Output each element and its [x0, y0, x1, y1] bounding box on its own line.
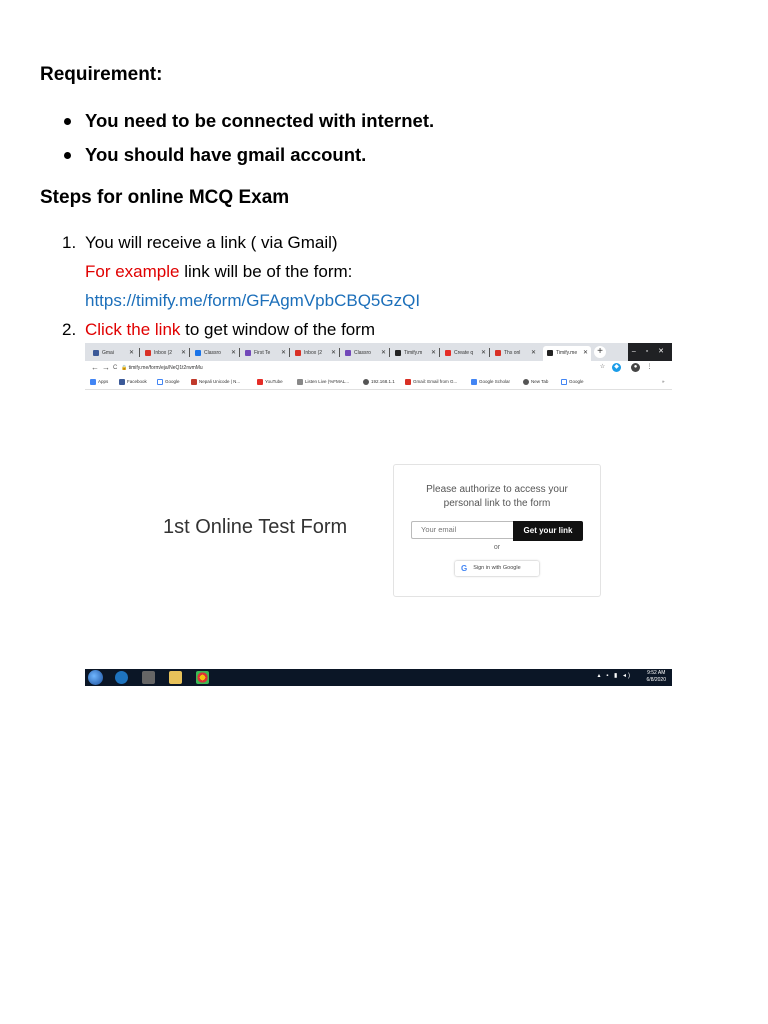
bookmark-label: Nepali Unicode | N... [199, 379, 241, 384]
bookmarks-more[interactable]: » [662, 379, 665, 384]
tab-label: Inbox (2 [154, 350, 173, 356]
file-explorer-icon[interactable] [169, 671, 182, 684]
clock-time: 9:52 AM [647, 670, 666, 676]
step-1 [62, 229, 338, 257]
clock-date: 6/8/2020 [646, 677, 666, 683]
ie-icon[interactable] [115, 671, 128, 684]
or-separator: or [493, 544, 501, 551]
star-icon[interactable]: ☆ [599, 364, 606, 370]
bookmark-label: Facebook [127, 379, 147, 384]
bookmarks-bar [85, 375, 672, 390]
browser-screenshot [85, 343, 672, 686]
globe-icon [523, 379, 529, 385]
browser-tab[interactable] [241, 346, 289, 361]
browser-tab[interactable] [291, 346, 339, 361]
google-sign-in-button[interactable] [455, 561, 539, 576]
url-field[interactable] [121, 363, 591, 373]
bookmark-label: Google [165, 379, 180, 384]
requirement-heading: Requirement: [40, 64, 163, 85]
scholar-icon [471, 379, 477, 385]
tab-label: First Te [254, 350, 271, 356]
close-icon[interactable]: ✕ [530, 350, 536, 356]
get-link-button[interactable]: Get your link [513, 521, 583, 541]
bookmark-apps[interactable] [90, 378, 108, 386]
tab-divider [439, 348, 440, 357]
bookmark-listen-live[interactable] [297, 378, 349, 386]
tab-label: Timify.me [556, 350, 578, 356]
tab-label: Inbox (2 [304, 350, 323, 356]
youtube-icon [257, 379, 263, 385]
tab-label: Timify.m [404, 350, 423, 356]
reload-icon[interactable]: C [113, 365, 118, 371]
bookmark-label: Google Scholar [479, 379, 511, 384]
bookmark-label: 192.168.1.1 [371, 379, 395, 384]
close-icon[interactable]: ✕ [330, 350, 336, 356]
taskbar [85, 669, 672, 686]
tab-label: Create q [454, 350, 474, 356]
browser-tab[interactable] [441, 346, 489, 361]
browser-tab[interactable] [89, 346, 137, 361]
steps-heading: Steps for online MCQ Exam [40, 187, 290, 208]
close-icon[interactable]: ✕ [230, 350, 236, 356]
tab-divider [239, 348, 240, 357]
nepali-icon [191, 379, 197, 385]
timify-icon [547, 350, 553, 356]
prompt-line-1: Please authorize to access your [426, 484, 568, 495]
tab-label: Classro [354, 350, 371, 356]
clock[interactable] [647, 670, 666, 684]
close-icon[interactable]: ✕ [280, 350, 286, 356]
address-bar-row [85, 361, 672, 375]
new-tab-button[interactable]: + [594, 346, 606, 358]
profile-icon[interactable]: ● [631, 363, 640, 372]
tab-divider [139, 348, 140, 357]
tab-label: Gmai [102, 350, 114, 356]
bookmark-new-tab[interactable] [523, 378, 548, 386]
tab-divider [189, 348, 190, 357]
form-title: 1st Online Test Form [163, 516, 348, 538]
forms-icon [245, 350, 251, 356]
start-button[interactable] [88, 670, 103, 685]
apps-icon [90, 379, 96, 385]
browser-tab[interactable] [141, 346, 189, 361]
facebook-icon [93, 350, 99, 356]
bookmark-youtube[interactable] [257, 378, 283, 386]
tab-divider [289, 348, 290, 357]
step-1-example [85, 258, 352, 286]
close-icon[interactable]: ✕ [582, 350, 588, 356]
email-input[interactable] [411, 521, 513, 539]
close-icon[interactable]: ✕ [480, 350, 486, 356]
classroom-icon [195, 350, 201, 356]
google-icon: G [461, 564, 468, 573]
radio-icon [297, 379, 303, 385]
facebook-icon [119, 379, 125, 385]
bookmark-label: Apps [98, 379, 109, 384]
close-icon[interactable]: ✕ [380, 350, 386, 356]
timify-icon [395, 350, 401, 356]
classroom-icon [345, 350, 351, 356]
authorize-card [393, 464, 601, 597]
close-icon[interactable]: ✕ [180, 350, 186, 356]
google-icon [157, 379, 163, 385]
extension-icon[interactable]: ◆ [612, 363, 621, 372]
requirement-list [64, 108, 434, 176]
browser-tab[interactable] [341, 346, 389, 361]
step-2 [62, 316, 375, 344]
back-icon[interactable]: ← [91, 363, 99, 372]
bookmark-gmail[interactable] [405, 378, 457, 386]
media-player-icon[interactable] [142, 671, 155, 684]
tab-bar [85, 343, 672, 361]
tab-label: Ths onl [504, 350, 521, 356]
browser-tab[interactable] [491, 346, 539, 361]
example-label: For example [85, 262, 180, 281]
gmail-icon [295, 350, 301, 356]
close-icon[interactable]: ✕ [128, 350, 134, 356]
gmail-icon [145, 350, 151, 356]
gmail-icon [405, 379, 411, 385]
close-icon[interactable]: ✕ [430, 350, 436, 356]
window-controls[interactable]: – ▫ ✕ [628, 343, 672, 361]
globe-icon [363, 379, 369, 385]
bookmark-router[interactable] [363, 378, 395, 386]
browser-tab[interactable] [191, 346, 239, 361]
bookmark-nepali-unicode[interactable] [191, 378, 240, 386]
google-sign-in-label: Sign in with Google [473, 565, 521, 571]
bookmark-label: YouTube [265, 379, 283, 384]
youtube-icon [445, 350, 451, 356]
bookmark-google[interactable] [157, 378, 180, 386]
tab-divider [339, 348, 340, 357]
forward-icon[interactable]: → [102, 363, 110, 372]
example-text: link will be of the form: [179, 262, 353, 281]
gmail-icon [495, 350, 501, 356]
step-1-number: 1. [62, 233, 77, 252]
browser-tab[interactable] [391, 346, 439, 361]
requirement-item-internet: You need to be connected with internet. [64, 108, 434, 142]
tab-label: Classro [204, 350, 221, 356]
bookmark-google-scholar[interactable] [471, 378, 510, 386]
step-2-text: to get window of the form [180, 320, 376, 339]
step-2-number: 2. [62, 320, 77, 339]
menu-icon[interactable]: ⋮ [646, 364, 653, 370]
bookmark-label: Listen Live (%FMAL... [305, 379, 350, 384]
bookmark-facebook[interactable] [119, 378, 147, 386]
bookmark-label: New Tab [531, 379, 549, 384]
url-text: timify.me/form/eja/NeQ1t2rwmMu [128, 365, 203, 371]
example-link[interactable]: https://timify.me/form/GFAgmVpbCBQ5GzQI [85, 291, 421, 310]
requirement-item-gmail: You should have gmail account. [64, 142, 434, 176]
browser-tab-active[interactable] [543, 346, 591, 361]
bookmark-google-2[interactable] [561, 378, 584, 386]
authorize-prompt [394, 483, 600, 511]
bookmark-label: Google [569, 379, 584, 384]
tab-divider [389, 348, 390, 357]
step-1-text: You will receive a link ( via Gmail) [85, 233, 338, 252]
google-icon [561, 379, 567, 385]
step-2-highlight: Click the link [85, 320, 181, 339]
lock-icon: 🔒 [121, 365, 128, 371]
tab-divider [489, 348, 490, 357]
prompt-line-2: personal link to the form [443, 498, 551, 509]
chrome-icon[interactable] [196, 671, 209, 684]
system-tray[interactable]: ▴ ▪ ▮ ◂) [597, 673, 632, 679]
bookmark-label: Gmail: Email from G... [413, 379, 458, 384]
